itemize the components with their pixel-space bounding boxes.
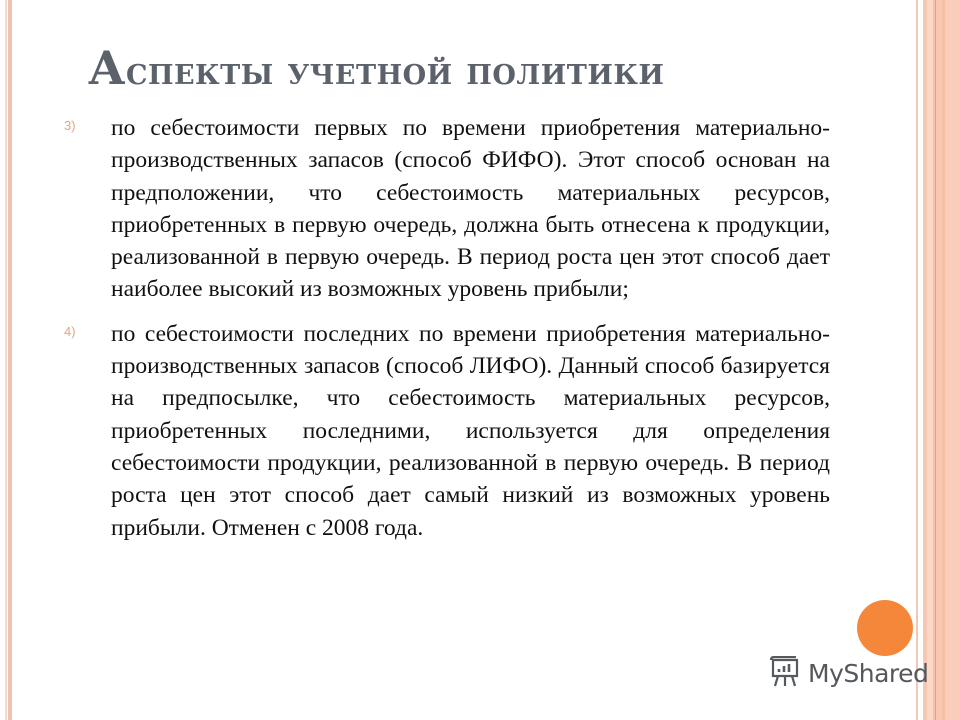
slide-title bbox=[88, 40, 888, 99]
list-item-lifo bbox=[64, 318, 830, 544]
slide-body bbox=[64, 112, 830, 556]
list-item-text: по себестоимости первых по времени приобретения материально-производственных запасов (способ ФИФО). Этот способ основан на предположении, что себестоимость материальных ресурсов, приобретенных в первую очередь, должна быть отнесена к продукции, реализованной в первую очередь. В период роста цен этот способ дает наиболее высокий из возможных уровень прибыли; bbox=[111, 115, 830, 303]
list-item-text: по себестоимости последних по времени приобретения материально-производственных запасов (способ ЛИФО). Данный способ базируется на предпосылке, что себестоимость материальных ресурсов, приобретенных последними, используется для определения себестоимости продукции, реализованной в первую очередь. В период роста цен этот способ дает самый низкий из возможных уровень прибыли. Отменен с 2008 года. bbox=[111, 320, 830, 541]
left-decorative-stripe bbox=[5, 0, 7, 720]
list-item-number: 4) bbox=[64, 323, 76, 339]
presentation-board-icon bbox=[768, 656, 802, 690]
orange-circle-decoration bbox=[857, 600, 913, 656]
slide-title-initial: А bbox=[88, 41, 126, 95]
list-item-number: 3) bbox=[64, 118, 76, 133]
slide-title-rest: спекты учетной политики bbox=[125, 48, 665, 93]
right-decorative-line bbox=[916, 0, 918, 720]
left-decorative-stripe-inner bbox=[8, 0, 12, 720]
watermark-text: MyShared bbox=[808, 658, 929, 688]
list-item-fifo bbox=[64, 112, 830, 306]
myshared-watermark bbox=[768, 656, 928, 690]
right-decorative-band bbox=[923, 0, 960, 720]
